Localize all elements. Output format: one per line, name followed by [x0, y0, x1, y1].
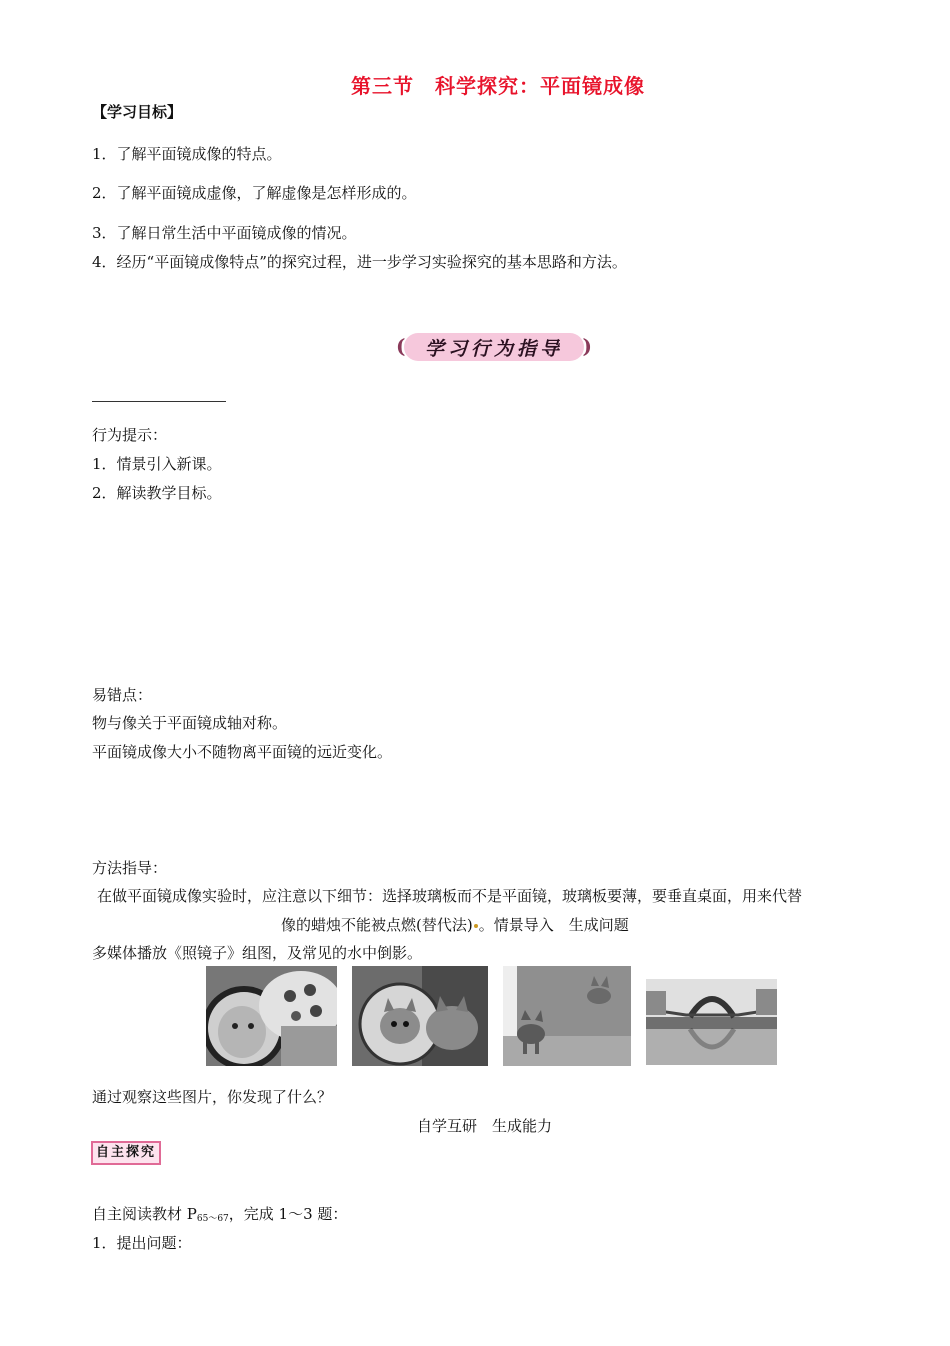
- page-title: 第三节 科学探究：平面镜成像: [351, 74, 645, 98]
- method-text-line1: 在做平面镜成像实验时，应注意以下细节：选择玻璃板而不是平面镜，玻璃板要薄，要垂直桌面，用来代替: [97, 887, 803, 905]
- objective-item: 3．了解日常生活中平面镜成像的情况。: [92, 224, 357, 242]
- reading-pages: 65～67: [196, 1214, 229, 1224]
- banner-left-bracket: (: [396, 334, 406, 358]
- reading-prefix: 自主阅读教材 P: [92, 1205, 197, 1223]
- method-text-line2-tail: 。情景导入 生成问题: [478, 916, 629, 934]
- reading-suffix: ，完成 1～3 题：: [228, 1205, 348, 1223]
- banner-label: 学习行为指导: [424, 338, 563, 360]
- objective-item: 4．经历“平面镜成像特点”的探究过程，进一步学习实验探究的基本思路和方法。: [92, 253, 627, 271]
- mistake-item: 物与像关于平面镜成轴对称。: [92, 714, 288, 732]
- reading-instruction: [92, 1203, 347, 1224]
- bridge-reflection-photo: [646, 979, 777, 1065]
- mark-dot: [474, 924, 478, 928]
- objective-item: 1．了解平面镜成像的特点。: [92, 145, 282, 163]
- method-heading: 方法指导：: [92, 859, 168, 877]
- banner-right-bracket: ): [582, 334, 592, 358]
- method-text-line2-main: 像的蜡烛不能被点燃(替代法): [281, 916, 473, 934]
- multimedia-text: 多媒体播放《照镜子》组图，及常见的水中倒影。: [92, 944, 423, 962]
- mistake-item: 平面镜成像大小不随物离平面镜的远近变化。: [92, 743, 393, 761]
- dog-mirror-photo: [503, 966, 631, 1066]
- method-text-line2: [281, 914, 629, 935]
- behavior-heading: 行为提示：: [92, 426, 168, 444]
- self-study-badge: 自主探究: [91, 1141, 161, 1165]
- question-1: 1．提出问题：: [92, 1234, 192, 1252]
- objectives-heading: 【学习目标】: [92, 103, 183, 121]
- child-mirror-photo: [206, 966, 337, 1066]
- divider-line: [92, 401, 226, 402]
- observation-question: 通过观察这些图片，你发现了什么？: [92, 1088, 333, 1106]
- section-banner: [396, 330, 592, 364]
- behavior-item: 1．情景引入新课。: [92, 455, 222, 473]
- mistakes-heading: 易错点：: [92, 686, 153, 704]
- section-heading: 自学互研 生成能力: [417, 1117, 553, 1135]
- objective-item: 2．了解平面镜成虚像，了解虚像是怎样形成的。: [92, 184, 417, 202]
- behavior-item: 2．解读教学目标。: [92, 484, 222, 502]
- cat-mirror-photo: [352, 966, 488, 1066]
